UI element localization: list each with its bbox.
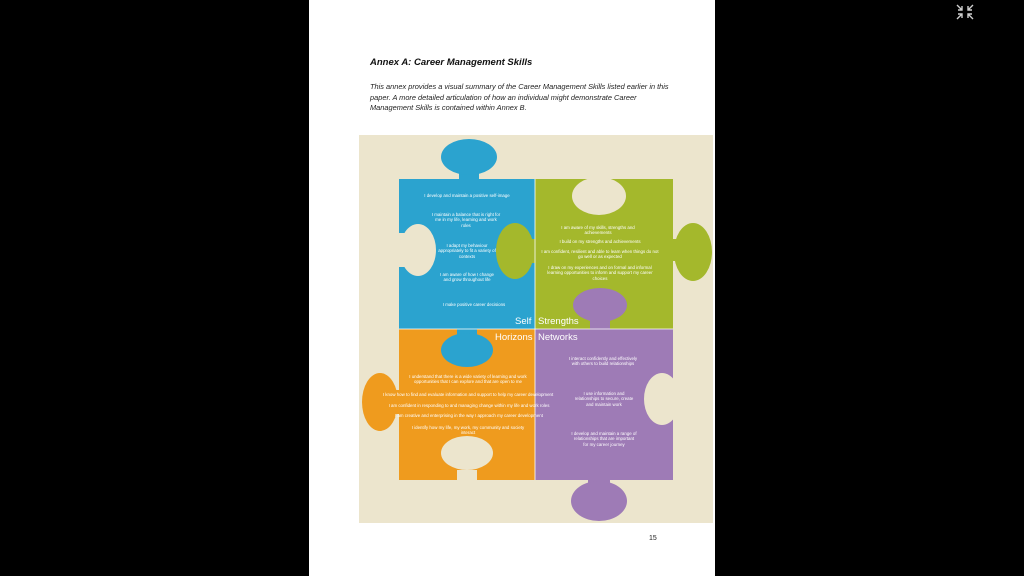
strengths-item-3: I am confident, resilient and able to learn when things do not go well or as expected [541,249,659,260]
networks-item-3: I develop and maintain a range of relationships that are important for my career journey [571,431,637,447]
self-item-3: I adapt my behaviour appropriately to fit a variety of contexts [438,243,496,259]
strengths-item-2: I build on my strengths and achievements [559,239,641,244]
self-item-4: I am aware of how I change and grow throughout life [440,272,494,283]
annex-intro-paragraph: This annex provides a visual summary of the Career Management Skills listed earlier in this paper. A more detailed articulation of how an individual might demonstrate Career Management Skills is contained within Annex B. [370,82,669,112]
self-item-5: I make positive career decisions [442,302,506,307]
self-label: Self [515,316,532,327]
strengths-label: Strengths [538,316,579,327]
annex-heading: Annex A: Career Management Skills [370,57,533,68]
horizons-item-1: I understand that there is a wide variety of learning and work opportunities that I can explore and that are open to me [409,374,527,385]
strengths-item-1: I am aware of my skills, strengths and achievements [561,225,635,236]
self-item-2: I maintain a balance that is right for me in my life, learning and work roles [431,212,501,228]
horizons-item-4: I am creative and enterprising in the way I approach my career development [395,413,543,418]
horizons-label: Horizons [495,332,533,343]
horizons-item-3: I am confident in responding to and managing change within my life and work roles [388,403,550,408]
networks-label: Networks [538,332,578,343]
horizons-item-5: I identify how my life, my work, my community and society interact [411,425,525,436]
page-number: 15 [649,535,657,542]
exit-fullscreen-icon [955,3,975,21]
self-item-1: I develop and maintain a positive self-image [424,193,510,198]
strengths-item-4: I draw on my experiences and on formal and informal learning opportunities to inform and support my career choices [547,265,653,281]
career-skills-puzzle-figure [359,135,713,523]
horizons-item-2: I know how to find and evaluate information and support to help my career development [382,392,554,397]
networks-item-2: I use information and relationships to secure, create and maintain work [574,391,634,407]
exit-fullscreen-button[interactable] [955,3,975,21]
document-page [309,0,715,576]
networks-item-1: I interact confidently and effectively with others to build relationships [568,356,638,367]
